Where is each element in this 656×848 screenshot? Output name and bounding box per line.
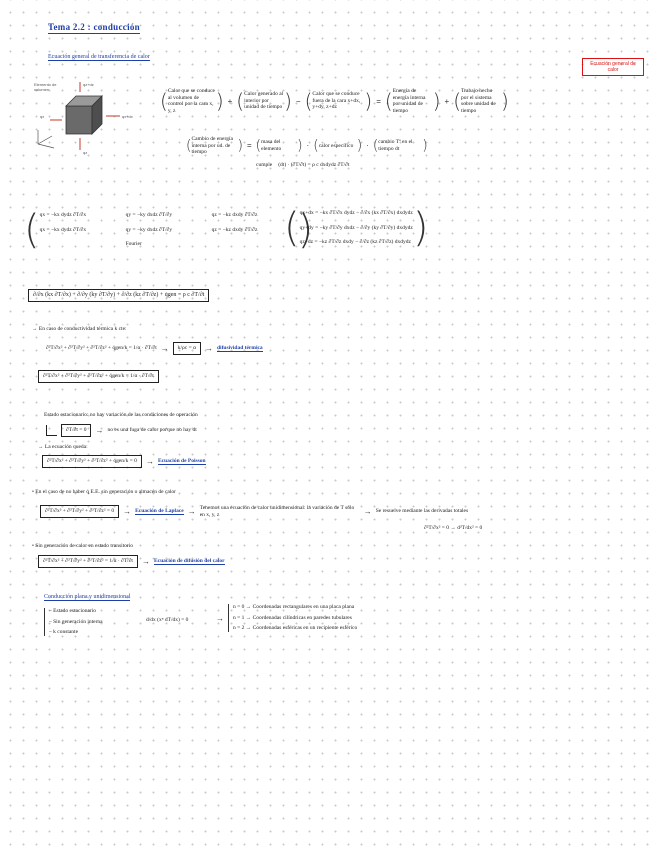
steady-row: ∂T/∂t = 0 → no es una fuga de calor porque no hay dt: [46, 424, 197, 437]
balance-term5: Trabajo hecho por el sistema sobre unidad de tiempo: [461, 88, 496, 114]
fourier-right: ( qx+dx = −kx ∂T/∂x dydz − ∂/∂x (kx ∂T/∂x) dxdydz qy+dy = −ky ∂T/∂y dxdz − ∂/∂y (ky ∂T/∂y) dxdydz qz+dz = −kz ∂T/∂z dxdy − ∂/∂z (kz ∂T/∂z) dxdydz ): [284, 205, 429, 251]
isotropic-row: ∂²T/∂x² + ∂²T/∂y² + ∂²T/∂z² + q̇gen/k = 1/α · ∂T/∂t → k/ρc = α → difusividad térmica: [46, 343, 263, 353]
svg-text:qz: qz: [83, 150, 88, 155]
laplace-label: Ecuación de Laplace: [135, 507, 184, 514]
balance-term1: Calor que se conduce al volumen de control por la cara x, y, z: [167, 88, 216, 114]
cases-item: – Estado estacionario: [49, 608, 97, 614]
balance-term2: Calor generado al interior por unidad de tiempo: [244, 91, 284, 111]
laplace-comment2: Se resuelve mediante las derivadas totales: [375, 508, 469, 515]
fourier-eq-row: ∂²T/∂x² + ∂²T/∂y² + ∂²T/∂z² = 1/α · ∂T/∂t → Ecuación de difusión del calor: [38, 555, 225, 568]
fourier-eq: ∂²T/∂x² + ∂²T/∂y² + ∂²T/∂z² = 1/α · ∂T/∂t: [38, 555, 138, 568]
fourier-left: ( qx = −kx dydz ∂T/∂x qy = −ky dxdz ∂T/∂y qz = −kz dxdy ∂T/∂z qx = −kx dydz ∂T/∂x qy = −ky dxdz ∂T/∂y qz = −kz dxdy ∂T/∂z Fourier ): [24, 207, 314, 253]
isotropic-intro: → En caso de conductividad térmica k cte:: [32, 326, 127, 332]
cases-list: [44, 608, 103, 636]
case-option: n = 0 → Coordenadas rectangulares en una placa plana: [233, 604, 355, 610]
svg-text:qz+dz: qz+dz: [83, 82, 94, 87]
balance-term3: Calor que se conduce fuera de la cara x+dx, y+dy, z+dz: [312, 91, 361, 111]
isotropic-boxed: ∂²T/∂x² + ∂²T/∂y² + ∂²T/∂z² + q̇gen/k = 1/α · ∂T/∂t: [38, 370, 159, 383]
steady-intro: Estado estacionario: no hay variación de las condiciones de operación: [44, 412, 198, 418]
cube-label: Elemento de: [34, 82, 57, 87]
laplace-result: ∂²T/∂x² = 0 → d²T/dx² = 0: [424, 525, 483, 531]
laplace-eq: ∂²T/∂x² + ∂²T/∂y² + ∂²T/∂z² = 0: [40, 505, 119, 518]
fourier-qxdx: qx+dx = −kx ∂T/∂x dydz − ∂/∂x (kx ∂T/∂x) dxdydz: [299, 210, 413, 217]
op-minus-1: −: [295, 96, 301, 106]
fourier-qzdz: qz+dz = −kz ∂T/∂z dxdy − ∂/∂z (kz ∂T/∂z) dxdydz: [299, 239, 411, 246]
fourier-eq-label: Ecuación de difusión del calor: [153, 557, 225, 564]
energy-balance-line2: ( Cambio de energía interna por ud. de tiempo ) = ( masa del elemento ) · ( calor específico ) · ( cambio Tª en el tiempo dt ): [186, 136, 428, 155]
volume-element-cube: [28, 78, 138, 160]
steady-comment: no es una fuga de calor porque no hay dt: [107, 427, 197, 433]
section-subtitle: Ecuación general de transferencia de calor: [48, 54, 150, 60]
note-box: Ecuación general de calor: [582, 58, 644, 76]
cases-eq: d/dx (xⁿ dT/dx) = 0: [146, 617, 189, 623]
cases-title: Conducción plana y unidimensional: [44, 594, 131, 600]
alpha-box: k/ρc = α: [173, 342, 201, 355]
fourier-intro: • Sin generación de calor en estado transitorio: [32, 543, 134, 549]
laplace-row: ∂²T/∂x² + ∂²T/∂y² + ∂²T/∂z² = 0 → Ecuación de Laplace → Tenemos una ecuación de calor unidimensional: la variación de T sólo en x, y, z → Se resuelve mediante las derivadas totales: [40, 505, 476, 518]
cases-arrow: →: [216, 614, 224, 623]
svg-text:qx: qx: [40, 114, 45, 119]
fourier-qy: qy = −ky dxdz ∂T/∂y: [125, 212, 173, 219]
fourier-qz: qz = −kz dxdy ∂T/∂z: [211, 212, 258, 219]
poisson-row: ∂²T/∂x² + ∂²T/∂y² + ∂²T/∂z² + q̇gen/k = 0 → Ecuación de Poisson: [42, 455, 206, 468]
fourier-label: Fourier: [125, 241, 142, 248]
laplace-comment: Tenemos una ecuación de calor unidimensional: la variación de T sólo en x, y, z: [199, 505, 355, 518]
energy-balance-line1: ( Calor que se conduce al volumen de control por la cara x, y, z ) + ( Calor generado al interior por unidad de tiempo ) − ( Calor que se conduce fuera de la cara x+dx, y+dy, z+dz ) = ( Energía de energía interna por unidad de tiempo ) + ( Trabajo hecho por el sistema sobre unidad de tiempo ): [160, 88, 509, 114]
cases-options: [228, 604, 357, 632]
svg-text:volumen: volumen: [34, 87, 50, 92]
balance-term4: Energía de energía interna por unidad de tiempo: [392, 88, 426, 114]
alpha-label: difusividad térmica: [216, 344, 263, 351]
steady-boxed: ∂T/∂t = 0: [61, 424, 91, 437]
svg-text:qx+dx: qx+dx: [122, 114, 133, 119]
case-option: n = 1 → Coordenadas cilíndricas en paredes tubulares: [233, 614, 352, 621]
isotropic-eq: ∂²T/∂x² + ∂²T/∂y² + ∂²T/∂z² + q̇gen/k = 1/α · ∂T/∂t: [46, 345, 157, 351]
op-plus-1: +: [227, 96, 233, 106]
steady-intro2: → La ecuación queda:: [38, 444, 88, 450]
op-eq-1: =: [376, 96, 381, 106]
laplace-intro: • En el caso de no haber q̇ E.E. sin generación o almacén de calor: [32, 489, 176, 495]
poisson-label: Ecuación de Poisson: [157, 457, 206, 464]
fourier-qydy: qy+dy = −ky ∂T/∂y dxdz − ∂/∂y (ky ∂T/∂y) dxdydz: [299, 224, 413, 231]
page-title: Tema 2.2 : conducción: [48, 22, 140, 32]
poisson-eq: ∂²T/∂x² + ∂²T/∂y² + ∂²T/∂z² + q̇gen/k = 0: [42, 455, 142, 468]
op-plus-2: +: [444, 96, 450, 106]
energy-balance-line3: cumple (dt) · (∂T/∂t) = ρ c dxdydz ∂T/∂t: [256, 162, 350, 168]
case-option: n = 2 → Coordenadas esféricas en un recipiente esférico: [233, 625, 358, 631]
cases-item: – Sin generación interna: [49, 618, 103, 625]
cases-item: – k constante: [49, 629, 79, 635]
fourier-qx: qx = −kx dydz ∂T/∂x: [39, 212, 87, 219]
general-equation: ∂/∂x (kx ∂T/∂x) + ∂/∂y (ky ∂T/∂y) + ∂/∂z (kz ∂T/∂z) + q̇gen = ρ c ∂T/∂t: [28, 289, 209, 302]
